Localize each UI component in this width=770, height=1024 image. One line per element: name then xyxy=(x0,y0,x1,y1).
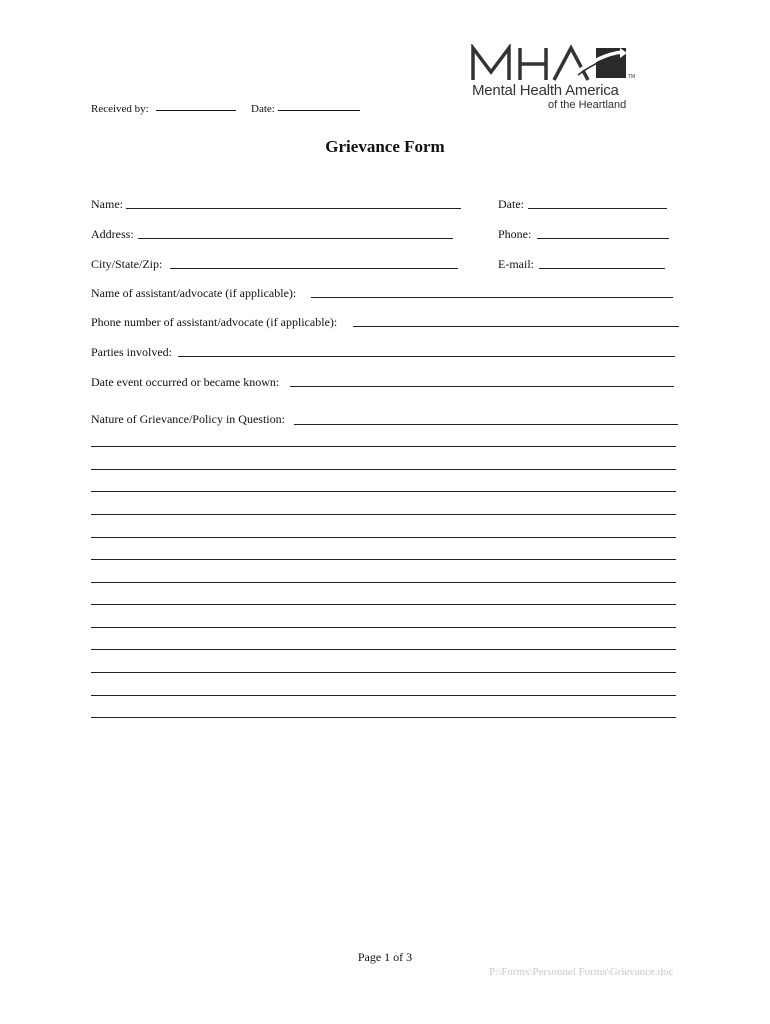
parties-involved-field[interactable] xyxy=(178,356,675,357)
parties-involved-label: Parties involved: xyxy=(91,345,172,359)
city-state-zip-label: City/State/Zip: xyxy=(91,257,163,271)
address-field[interactable] xyxy=(138,238,453,239)
email-label: E-mail: xyxy=(498,257,534,271)
name-label: Name: xyxy=(91,197,123,211)
logo-line-2: of the Heartland xyxy=(548,99,627,111)
assistant-phone-label: Phone number of assistant/advocate (if applicable): xyxy=(91,315,338,329)
name-field[interactable] xyxy=(126,208,461,209)
assistant-phone-field[interactable] xyxy=(353,326,679,327)
assistant-name-label: Name of assistant/advocate (if applicable): xyxy=(91,286,297,300)
writing-line[interactable] xyxy=(91,695,676,696)
form-title: Grievance Form xyxy=(325,137,445,156)
date-event-field[interactable] xyxy=(290,386,674,387)
logo-line-1: Mental Health America xyxy=(472,82,619,99)
mha-logo xyxy=(470,44,635,112)
trademark-mark: TM xyxy=(628,74,636,80)
date-label: Date: xyxy=(498,197,524,211)
header-date-field[interactable] xyxy=(278,110,360,111)
writing-line[interactable] xyxy=(91,491,676,492)
address-label: Address: xyxy=(91,227,134,241)
writing-line[interactable] xyxy=(91,582,676,583)
received-by-field[interactable] xyxy=(156,110,236,111)
writing-line[interactable] xyxy=(91,717,676,718)
assistant-name-field[interactable] xyxy=(311,297,673,298)
mha-logo-mark xyxy=(470,44,635,84)
header-date-label: Date: xyxy=(251,103,275,115)
file-path: P:\Forms\Personnel Forms\Grievance.doc xyxy=(489,966,674,978)
writing-line[interactable] xyxy=(91,446,676,447)
email-field[interactable] xyxy=(539,268,665,269)
nature-label: Nature of Grievance/Policy in Question: xyxy=(91,412,285,426)
writing-line[interactable] xyxy=(91,537,676,538)
nature-field[interactable] xyxy=(294,424,678,425)
writing-line[interactable] xyxy=(91,514,676,515)
writing-line[interactable] xyxy=(91,559,676,560)
page-number: Page 1 of 3 xyxy=(357,950,413,964)
writing-line[interactable] xyxy=(91,604,676,605)
received-by-label: Received by: xyxy=(91,103,149,115)
phone-label: Phone: xyxy=(498,227,532,241)
phone-field[interactable] xyxy=(537,238,669,239)
writing-line[interactable] xyxy=(91,649,676,650)
writing-line[interactable] xyxy=(91,672,676,673)
writing-line[interactable] xyxy=(91,469,676,470)
city-state-zip-field[interactable] xyxy=(170,268,458,269)
date-event-label: Date event occurred or became known: xyxy=(91,375,280,389)
date-field[interactable] xyxy=(528,208,667,209)
writing-line[interactable] xyxy=(91,627,676,628)
